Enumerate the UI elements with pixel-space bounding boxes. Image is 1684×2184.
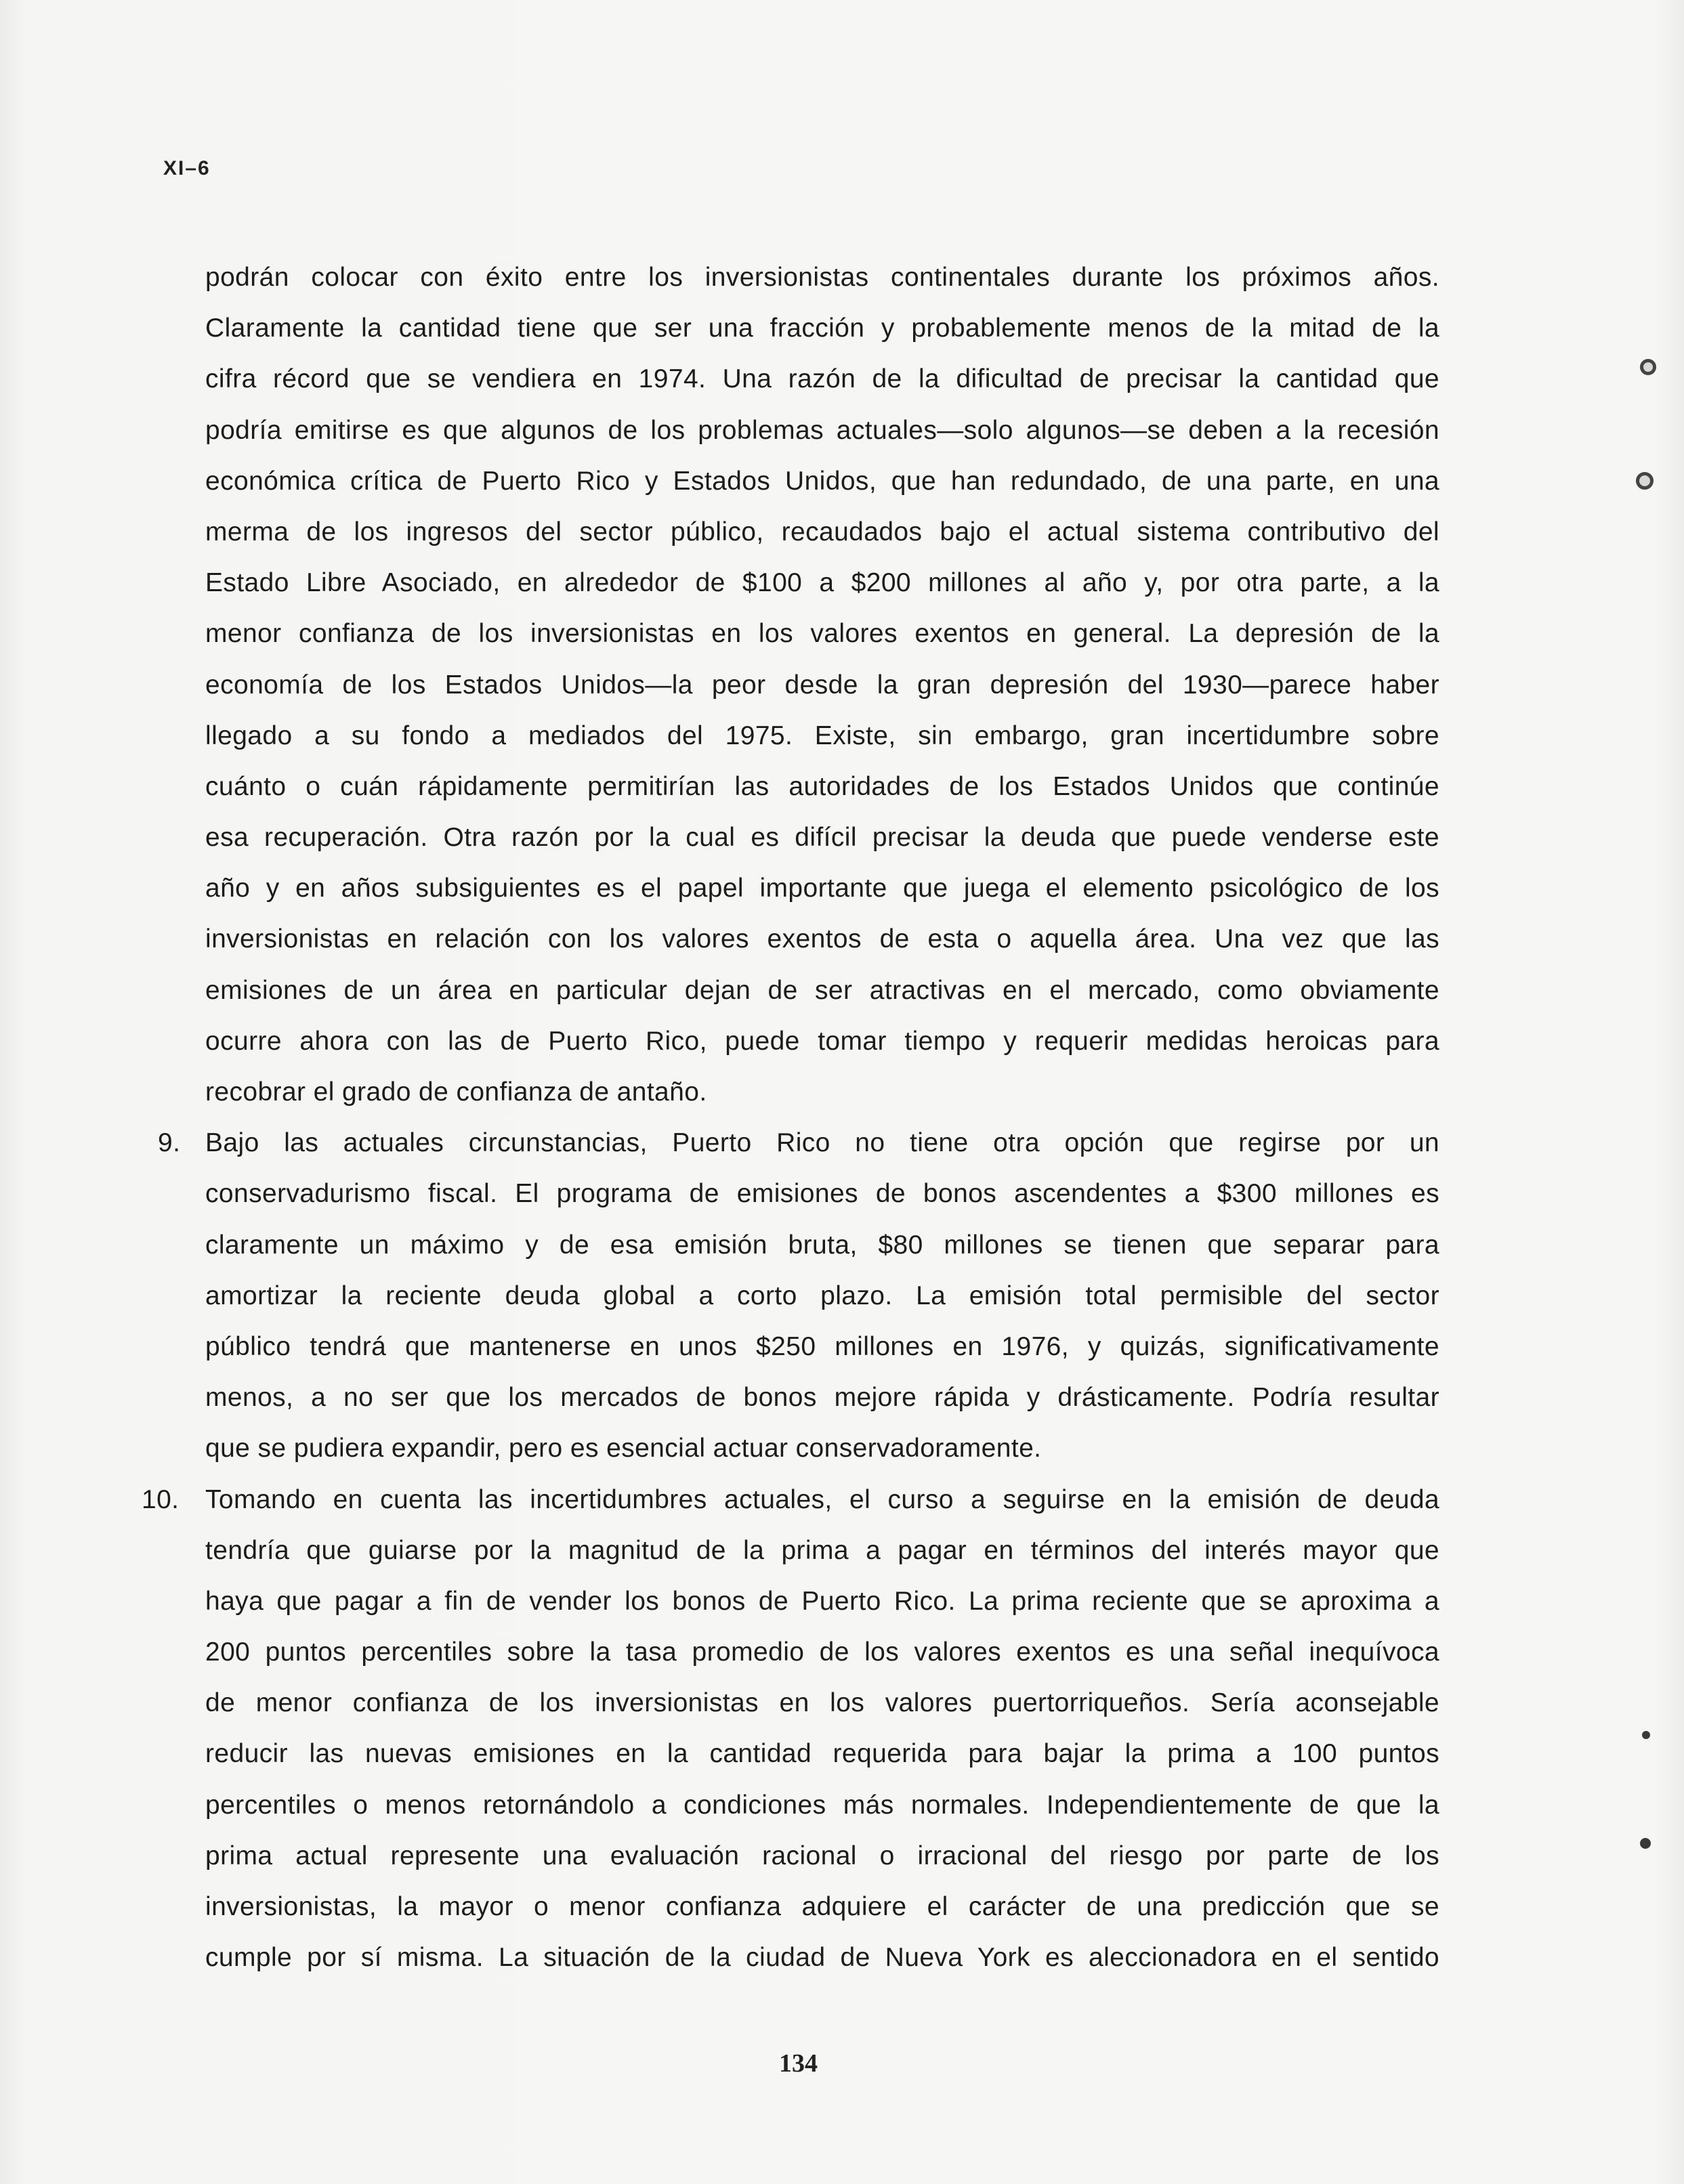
text-line: Estado Libre Asociado, en alrededor de $100 a $200 millones al año y, por otra parte, a la [205,568,1439,598]
punch-hole-mark [1640,359,1656,375]
text-line: cuánto o cuán rápidamente permitirían las autoridades de los Estados Unidos que continúe [205,771,1439,801]
text-line: merma de los ingresos del sector público, recaudados bajo el actual sistema contributivo del [205,517,1439,547]
body-text [142,252,1439,1983]
paragraph-continuation [205,252,1439,1117]
text-line: inversionistas, la mayor o menor confianza adquiere el carácter de una predicción que se [205,1892,1439,1921]
text-line: tendría que guiarse por la magnitud de la prima a pagar en términos del interés mayor que [205,1535,1439,1565]
text-line: menor confianza de los inversionistas en los valores exentos en general. La depresión de la [205,619,1439,649]
text-line-first [142,1474,1439,1525]
text-line: percentiles o menos retornándolo a condiciones más normales. Independientemente de que la [205,1790,1439,1820]
text-line-content: Bajo las actuales circunstancias, Puerto Rico no tiene otra opción que regirse por un [205,1128,1439,1158]
text-line: reducir las nuevas emisiones en la cantidad requerida para bajar la prima a 100 puntos [205,1739,1439,1769]
text-line: 200 puntos percentiles sobre la tasa promedio de los valores exentos es una señal inequívoca [205,1637,1439,1667]
text-line: cumple por sí misma. La situación de la ciudad de Nueva York es aleccionadora en el sentido [205,1943,1439,1973]
text-line: de menor confianza de los inversionistas en los valores puertorriqueños. Sería aconsejable [205,1688,1439,1718]
text-line: podrán colocar con éxito entre los inversionistas continentales durante los próximos años. [205,263,1439,292]
text-line: esa recuperación. Otra razón por la cual es difícil precisar la deuda que puede venderse este [205,823,1439,853]
text-line: recobrar el grado de confianza de antaño. [205,1077,707,1107]
text-line: claramente un máximo y de esa emisión bruta, $80 millones se tienen que separar para [205,1230,1439,1260]
text-line: Claramente la cantidad tiene que ser una fracción y probablemente menos de la mitad de la [205,314,1439,343]
page-label: XI–6 [163,157,211,179]
punch-hole-mark [1642,1731,1650,1739]
page-number: 134 [779,2049,818,2078]
text-line: economía de los Estados Unidos—la peor desde la gran depresión del 1930—parece haber [205,670,1439,700]
paragraph-number: 10. [142,1484,180,1514]
text-line: económica crítica de Puerto Rico y Estados Unidos, que han redundado, de una parte, en una [205,466,1439,496]
text-line: haya que pagar a fin de vender los bonos de Puerto Rico. La prima reciente que se aproxima a [205,1586,1439,1616]
text-line: menos, a no ser que los mercados de bonos mejore rápida y drásticamente. Podría resultar [205,1383,1439,1413]
text-line: amortizar la reciente deuda global a corto plazo. La emisión total permisible del sector [205,1281,1439,1310]
paragraph-number: 9. [158,1128,181,1158]
text-line: llegado a su fondo a mediados del 1975. Existe, sin embargo, gran incertidumbre sobre [205,721,1439,750]
text-line: año y en años subsiguientes es el papel importante que juega el elemento psicológico de los [205,874,1439,903]
text-line: emisiones de un área en particular dejan de ser atractivas en el mercado, como obviamente [205,975,1439,1005]
punch-hole-mark [1640,1838,1651,1849]
numbered-paragraph-10 [142,1474,1439,1984]
text-line: conservadurismo fiscal. El programa de emisiones de bonos ascendentes a $300 millones es [205,1179,1439,1209]
text-line: público tendrá que mantenerse en unos $250 millones en 1976, y quizás, significativamente [205,1331,1439,1361]
text-line: prima actual represente una evaluación racional o irracional del riesgo por parte de los [205,1841,1439,1870]
text-line-first [158,1117,1439,1168]
text-line: inversionistas en relación con los valores exentos de esta o aquella área. Una vez que las [205,924,1439,954]
text-line-content: Tomando en cuenta las incertidumbres actuales, el curso a seguirse en la emisión de deuda [205,1484,1439,1514]
text-line: que se pudiera expandir, pero es esencial actuar conservadoramente. [205,1434,1042,1463]
text-line: cifra récord que se vendiera en 1974. Una razón de la dificultad de precisar la cantidad que [205,364,1439,394]
punch-hole-mark [1636,472,1654,490]
text-line: podría emitirse es que algunos de los problemas actuales—solo algunos—se deben a la recesión [205,415,1439,445]
numbered-paragraph-9 [158,1117,1439,1474]
text-line: ocurre ahora con las de Puerto Rico, puede tomar tiempo y requerir medidas heroicas para [205,1026,1439,1056]
